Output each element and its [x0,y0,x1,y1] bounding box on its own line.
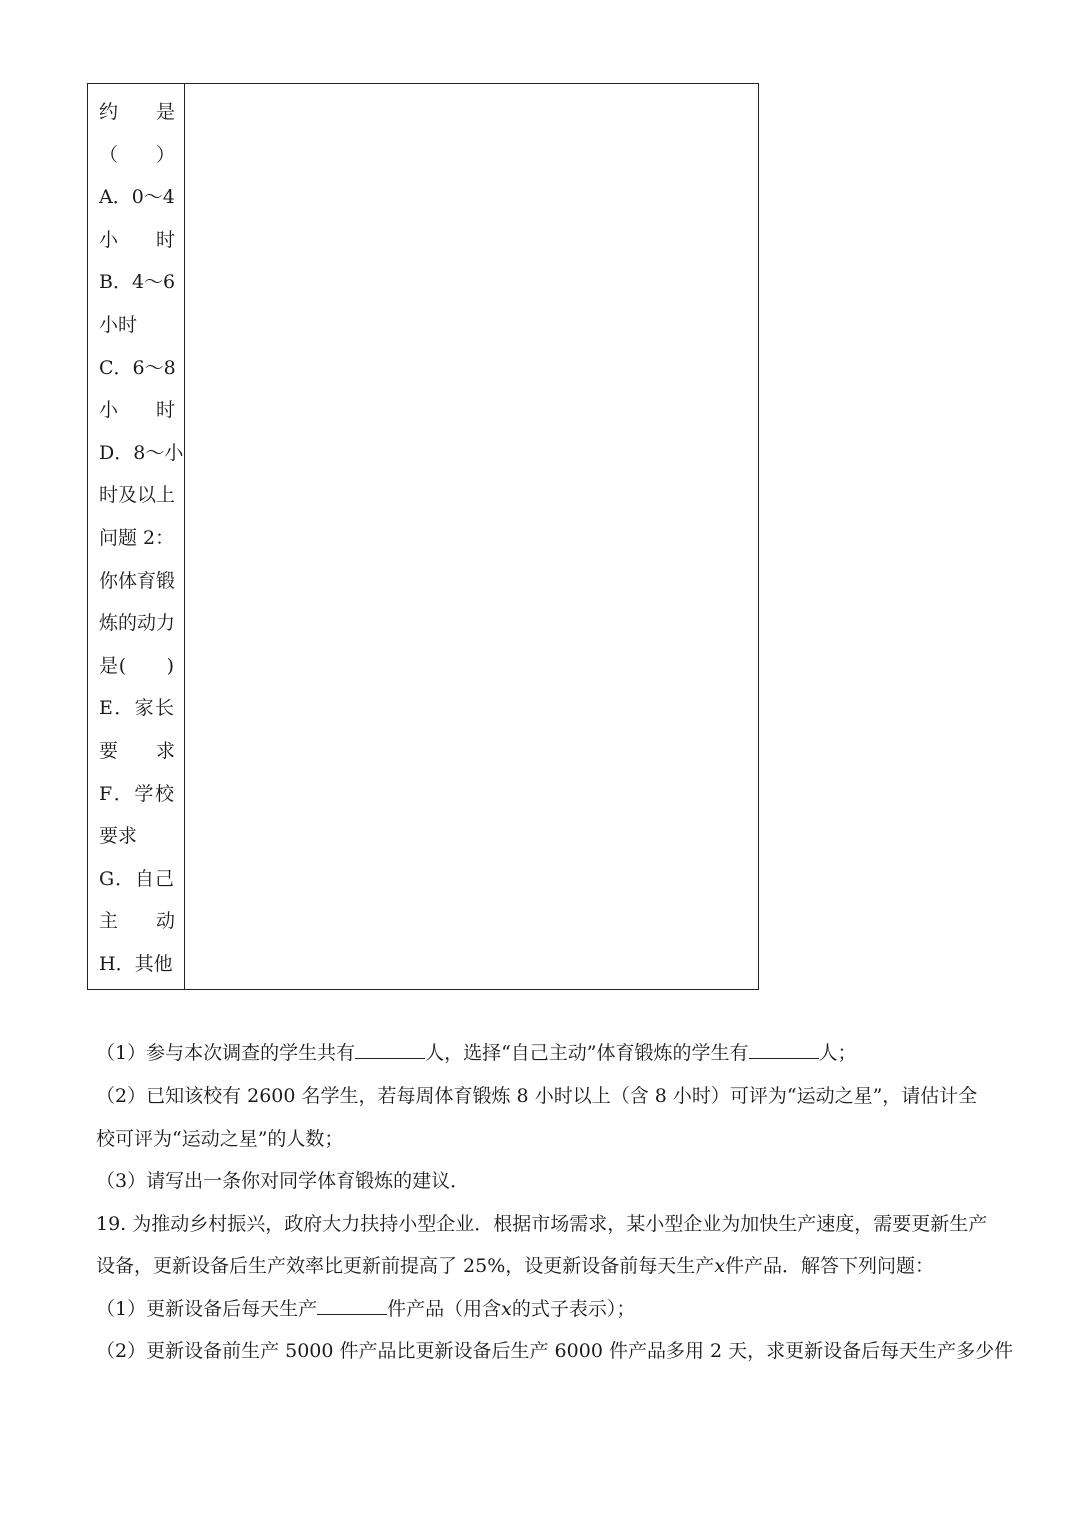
table-line: 小时 [99,313,138,336]
table-line: 要求 [99,825,138,848]
table-line: 约 是 [99,101,176,123]
table-line: 主 动 [99,910,176,933]
variable-x: x [501,1298,512,1320]
table-line: G．自己 [99,867,174,890]
table-line: 小 时 [99,399,176,422]
q18-part1 [96,1038,986,1068]
table-line: 炼的动力 [99,612,176,635]
q19-line1: 19. 为推动乡村振兴，政府大力扶持小型企业．根据市场需求，某小型企业为加快生产速度，需要更新生产 [96,1213,988,1235]
answer-blank [749,1040,819,1059]
q18-part1-text-b: 人，选择“自己主动”体育锻炼的学生有 [425,1042,749,1064]
variable-x: x [714,1255,725,1277]
q19-line2-text-a: 设备，更新设备后生产效率比更新前提高了 25%，设更新设备前每天生产 [96,1255,715,1277]
survey-table [87,83,759,990]
survey-question-column [88,84,185,989]
q19-line2-text-b: 件产品．解答下列问题： [725,1255,935,1277]
table-line: F．学校 [99,782,174,805]
table-line: 要 求 [99,739,176,762]
table-line: （ ） [99,143,176,166]
table-line: 是( ) [99,654,174,677]
q18-part2-line2: 校可评为“运动之星”的人数； [96,1128,344,1150]
q18-part2-line1: （2）已知该校有 2600 名学生，若每周体育锻炼 8 小时以上（含 8 小时）可评为“运动之星”，请估计全 [96,1085,978,1107]
table-line: D．8～小 [99,441,184,464]
q19-sub1 [96,1294,986,1324]
answer-blank [355,1040,425,1059]
q18-part3: （3）请写出一条你对同学体育锻炼的建议． [96,1170,470,1192]
table-line: 小 时 [99,228,176,251]
answer-blank [317,1296,387,1315]
table-line: E．家长 [99,697,174,720]
survey-answer-column [185,84,758,989]
table-line: 问题 2： [99,526,175,549]
q19-sub1-text-c: 的式子表示）； [511,1298,636,1320]
q19-sub2: （2）更新设备前生产 5000 件产品比更新设备后生产 6000 件产品多用 2 天，求更新设备后每天生产多少件 [96,1340,1014,1362]
table-line: 时及以上 [99,484,176,507]
q19-line2 [96,1251,986,1281]
q18-part1-text-c: 人； [818,1042,857,1064]
q18-part1-text-a: （1）参与本次调查的学生共有 [96,1042,356,1064]
table-line: A．0～4 [99,186,175,209]
q19-sub1-text-b: 件产品（用含 [387,1298,502,1320]
table-line: 你体育锻 [99,569,176,592]
table-line: C．6～8 [99,356,176,379]
q19-sub1-text-a: （1）更新设备后每天生产 [96,1298,318,1320]
table-line: B．4～6 [99,271,176,294]
table-line: H．其他 [99,952,173,975]
